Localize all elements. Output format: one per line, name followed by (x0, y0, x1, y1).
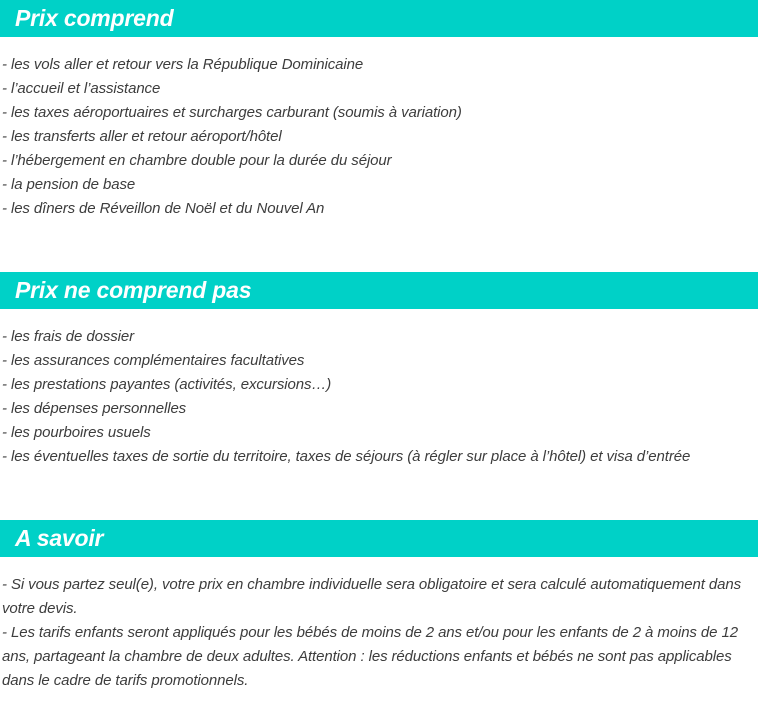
list-item: - les vols aller et retour vers la République Dominicaine (2, 56, 364, 73)
section-header-bar (0, 272, 758, 309)
list-item: - les assurances complémentaires facultatives (2, 352, 305, 369)
section-title: Prix comprend (15, 5, 174, 31)
list-item: - l’hébergement en chambre double pour la durée du séjour (2, 152, 392, 169)
section-title: A savoir (15, 525, 104, 551)
list-item: - les dépenses personnelles (2, 400, 187, 417)
list-item: - les prestations payantes (activités, excursions…) (2, 376, 332, 393)
section-body (0, 573, 758, 693)
list-item: - Les tarifs enfants seront appliqués pour les bébés de moins de 2 ans et/ou pour les enfants de 2 à moins de 12 ans, partageant la chambre de deux adultes. Attention : les réductions enfants et bébés ne sont pas applicables dans le cadre de tarifs promotionnels. (2, 624, 738, 689)
list-item: - les transferts aller et retour aéroport/hôtel (2, 128, 282, 145)
list-item: - les pourboires usuels (2, 424, 151, 441)
list-item: - Si vous partez seul(e), votre prix en chambre individuelle sera obligatoire et sera calculé automatiquement dans votre devis. (2, 576, 741, 617)
list-item: - la pension de base (2, 176, 136, 193)
section-body (0, 53, 758, 221)
list-item: - les éventuelles taxes de sortie du territoire, taxes de séjours (à régler sur place à l’hôtel) et visa d’entrée (2, 448, 691, 465)
section-title: Prix ne comprend pas (15, 277, 252, 303)
list-item: - les taxes aéroportuaires et surcharges carburant (soumis à variation) (2, 104, 462, 121)
section-a-savoir (0, 520, 758, 693)
section-prix-comprend (0, 0, 758, 221)
section-header-bar (0, 0, 758, 37)
list-item: - les frais de dossier (2, 328, 135, 345)
list-item: - l’accueil et l’assistance (2, 80, 161, 97)
section-header-bar (0, 520, 758, 557)
list-item: - les dîners de Réveillon de Noël et du Nouvel An (2, 200, 325, 217)
section-body (0, 325, 758, 469)
section-prix-ne-comprend-pas (0, 272, 758, 469)
